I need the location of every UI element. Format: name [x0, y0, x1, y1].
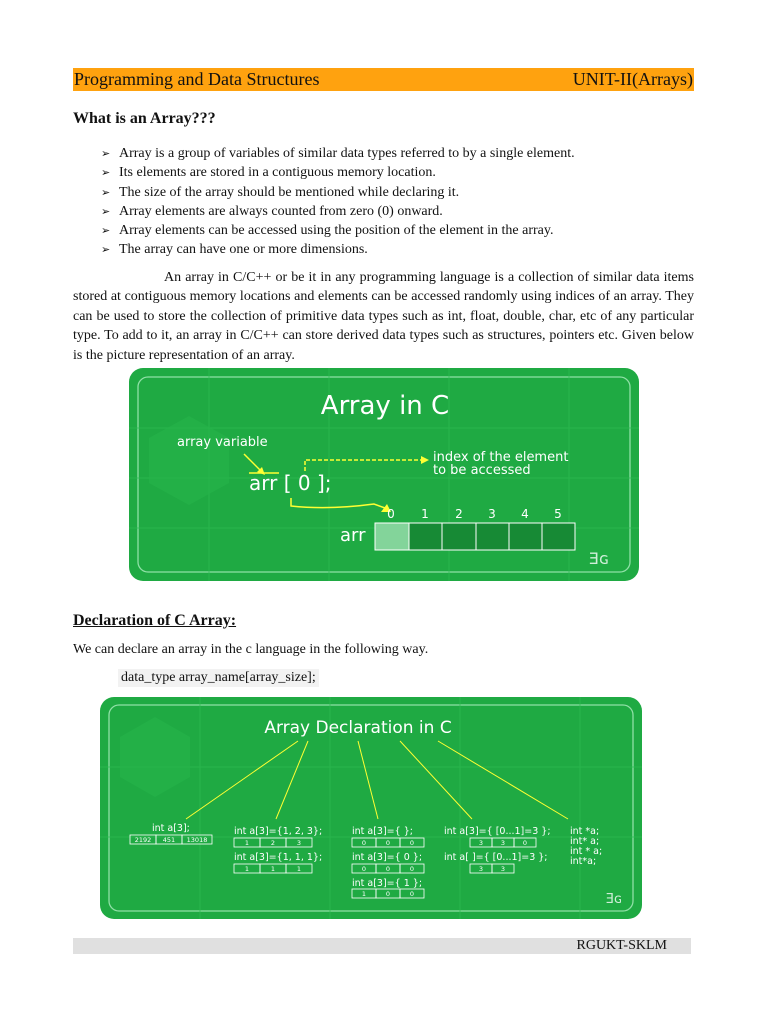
array-in-c-figure: [129, 368, 639, 581]
cell-value: 3: [500, 865, 506, 873]
array-cells: [375, 523, 575, 550]
ptr-label: int*a;: [570, 856, 597, 867]
ptr-label: int * a;: [570, 846, 603, 857]
header-unit: UNIT-II(Arrays): [572, 69, 693, 89]
cell-value: 2192: [134, 836, 152, 844]
ptr-label: int* a;: [570, 836, 600, 847]
index-label: 5: [554, 507, 562, 521]
running-header: [73, 68, 694, 91]
decl-label: int a[3]={1, 1, 1};: [234, 852, 323, 863]
intro-paragraph: An array in C/C++ or be it in any programming language is a collection of similar data items stored at contiguous memory locations and elements can be accessed randomly using indices of an array. They can be used to store the collection of primitive data types such as int, float, double, char, etc of any particular type. To add to it, an array in C/C++ can store derived data types such as structures, pointers etc. Given below is the picture representation of an array.: [73, 270, 694, 363]
cell-value: 3: [296, 839, 302, 847]
array-declaration-figure: [100, 697, 642, 919]
arrow-bullet-icon: ➢: [101, 147, 111, 160]
cell-value: 2: [270, 839, 276, 847]
array-variable-label: array variable: [177, 435, 268, 450]
array-cell: [409, 523, 442, 550]
decl-label: int a[3]={ 0 };: [352, 852, 423, 863]
list-item: ➢ The array can have one or more dimensions.: [101, 240, 701, 259]
index-label: 3: [488, 507, 496, 521]
figure-title: Array in C: [320, 391, 450, 421]
cell-value: 0: [385, 839, 391, 847]
arrow-bullet-icon: ➢: [101, 166, 111, 180]
decl-label: int a[ ]={ [0...1]=3 };: [444, 852, 548, 863]
cell-value: 0: [409, 890, 415, 898]
cell-value: 451: [162, 836, 176, 844]
list-item: ➢ Array elements can be accessed using the position of the element in the array.: [101, 221, 701, 240]
array-cell: [542, 523, 575, 550]
cell-value: 1: [244, 839, 250, 847]
index-label-line1: index of the element: [433, 450, 569, 465]
cell-value: 0: [409, 865, 415, 873]
decl-label: int a[3]={1, 2, 3};: [234, 826, 323, 837]
arrow-bullet-icon: ➢: [101, 204, 111, 218]
list-item: ➢ Array elements are always counted from zero (0) onward.: [101, 202, 701, 221]
section-title-what-is-array: What is an Array???: [73, 110, 216, 127]
gfg-logo: Ǝɢ: [605, 892, 623, 907]
gfg-logo: Ǝɢ: [588, 549, 610, 568]
index-label: 4: [521, 507, 529, 521]
decl-label: int a[3]={ [0...1]=3 };: [444, 826, 551, 837]
arrow-bullet-icon: ➢: [101, 224, 111, 238]
cell-value: 0: [361, 839, 367, 847]
arrow-bullet-icon: ➢: [101, 243, 111, 257]
cell-value: 3: [478, 865, 484, 873]
decl-label: int a[3];: [152, 823, 190, 834]
declaration-syntax: data_type array_name[array_size];: [118, 669, 319, 687]
access-expression: arr [ 0 ];: [249, 471, 332, 495]
list-item: ➢ Its elements are stored in a contiguous memory location.: [101, 163, 701, 182]
array-cell: [509, 523, 542, 550]
cell-value: 1: [296, 865, 302, 873]
cell-value: 1: [361, 890, 367, 898]
cell-value: 0: [409, 839, 415, 847]
decl-label: int a[3]={ };: [352, 826, 413, 837]
section-title-declaration: Declaration of C Array:: [73, 612, 237, 629]
index-label: 1: [421, 507, 429, 521]
list-item: ➢ The size of the array should be mentioned while declaring it.: [101, 183, 701, 202]
index-label: 2: [455, 507, 463, 521]
cell-value: 0: [361, 865, 367, 873]
array-cell: [476, 523, 509, 550]
index-label-line2: to be accessed: [433, 463, 531, 478]
cell-value: 13018: [186, 836, 208, 844]
decl-label: int a[3]={ 1 };: [352, 878, 423, 889]
cell-value: 1: [270, 865, 276, 873]
index-label: 0: [387, 507, 395, 521]
running-footer: [73, 938, 691, 954]
header-course-title: Programming and Data Structures: [74, 69, 320, 89]
cell-value: 3: [500, 839, 506, 847]
ptr-label: int *a;: [570, 826, 600, 837]
arrow-bullet-icon: ➢: [101, 185, 111, 199]
list-item: ➢ Array is a group of variables of similar data types referred to by a single element.: [101, 144, 701, 163]
declaration-intro: We can declare an array in the c language in the following way.: [73, 642, 429, 657]
cell-value: 0: [385, 890, 391, 898]
cell-value: 3: [478, 839, 484, 847]
cell-value: 0: [385, 865, 391, 873]
cell-value: 0: [522, 839, 528, 847]
array-cell: [442, 523, 476, 550]
footer-institution: RGUKT-SKLM: [576, 938, 667, 953]
array-cell-highlighted: [375, 523, 409, 550]
arr-label: arr: [340, 525, 366, 546]
bullet-list: [101, 144, 701, 260]
figure-title: Array Declaration in C: [264, 718, 452, 738]
cell-value: 1: [244, 865, 250, 873]
